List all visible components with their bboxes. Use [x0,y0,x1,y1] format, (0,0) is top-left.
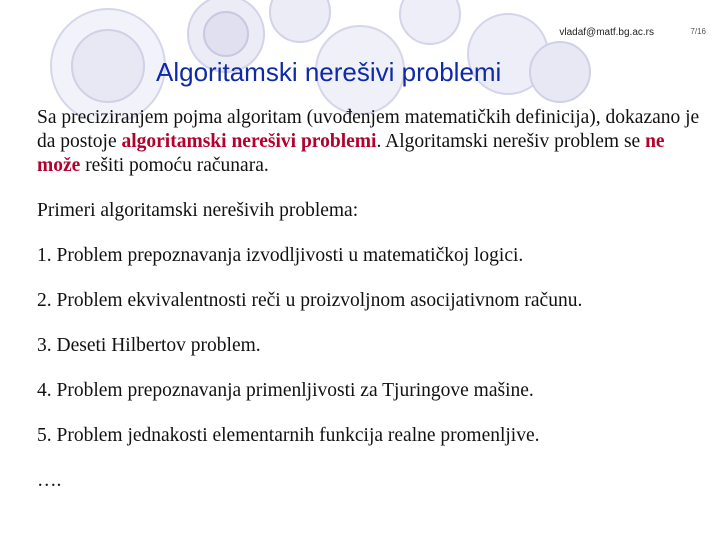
slide-content [37,106,707,493]
list-item: 4. Problem prepoznavanja primenljivosti za Tjuringove mašine. [37,380,534,401]
ellipsis: …. [37,470,62,491]
list-item: 3. Deseti Hilbertov problem. [37,335,261,356]
list-item: 5. Problem jednakosti elementarnih funkcija realne promenljive. [37,425,540,446]
intro-highlight-2: ne može [37,131,665,176]
decor-circle [270,0,330,42]
header-email: vladaf@matf.bg.ac.rs [559,27,654,38]
decor-circle [400,0,460,44]
intro-highlight: algoritamski nerešivi problemi [121,131,377,152]
list-item: 2. Problem ekvivalentnosti reči u proizvoljnom asocijativnom računu. [37,290,583,311]
page-number: 7/16 [690,27,706,36]
intro-paragraph [37,106,707,178]
decor-circle [530,42,590,102]
intro-text-2: . Algoritamski nerešiv problem se [376,131,646,152]
decor-circle [72,30,144,102]
intro-text-3: rešiti pomoću računara. [80,155,269,176]
slide-title: Algoritamski nerešivi problemi [156,57,502,87]
intro-text-1: Sa preciziranjem pojma algoritam (uvođenjem matematičkih definicija), dokazano je da postoje [37,107,700,152]
decor-circle [204,12,248,56]
list-item: 1. Problem prepoznavanja izvodljivosti u matematičkoj logici. [37,245,524,266]
examples-heading: Primeri algoritamski nerešivih problema: [37,200,359,221]
